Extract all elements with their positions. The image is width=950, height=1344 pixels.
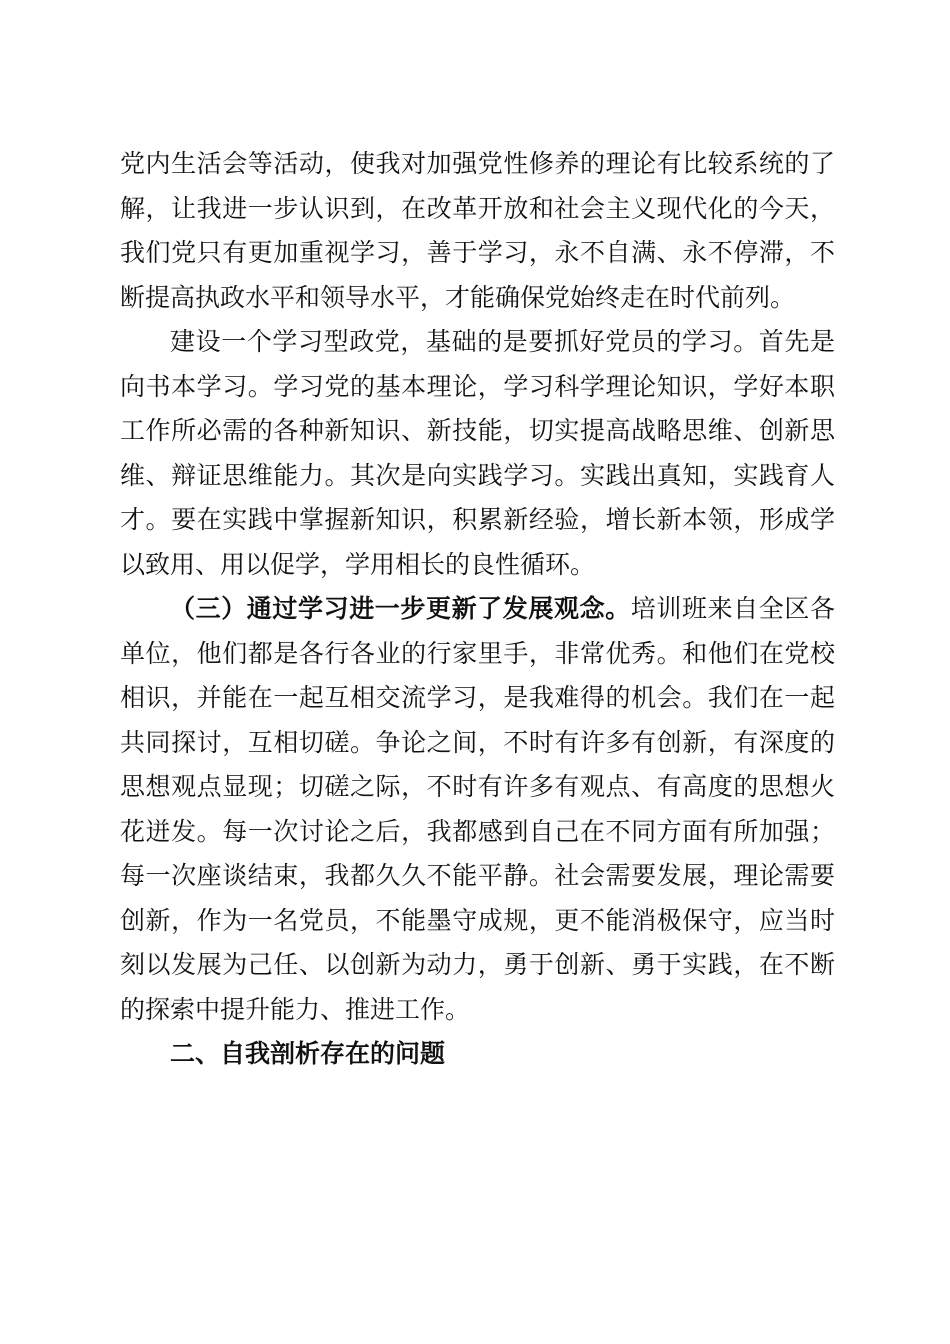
paragraph-continuation: 党内生活会等活动，使我对加强党性修养的理论有比较系统的了解，让我进一步认识到，在改革开放和社会主义现代化的今天，我们党只有更加重视学习，善于学习，永不自满、永不停滞，不断提高执政水平和领导水平，才能确保党始终走在时代前列。 (120, 149, 835, 312)
paragraph-development-concept (120, 587, 835, 1032)
paragraph-learning-party: 建设一个学习型政党，基础的是要抓好党员的学习。首先是向书本学习。学习党的基本理论，学习科学理论知识，学好本职工作所必需的各种新知识、新技能，切实提高战略思维、创新思维、辩证思维能力。其次是向实践学习。实践出真知，实践育人才。要在实践中掌握新知识，积累新经验，增长新本领，形成学以致用、用以促学，学用相长的良性循环。 (120, 327, 835, 579)
document-body (120, 142, 835, 1077)
section-heading: 二、自我剖析存在的问题 (170, 1039, 446, 1068)
paragraph-heading-three: （三）通过学习进一步更新了发展观念。 (170, 594, 631, 623)
paragraph-body-three: 培训班来自全区各单位，他们都是各行各业的行家里手，非常优秀。和他们在党校相识，并能在一起互相交流学习，是我难得的机会。我们在一起共同探讨，互相切磋。争论之间，不时有许多有创新，有深度的思想观点显现；切磋之际，不时有许多有观点、有高度的思想火花迸发。每一次讨论之后，我都感到自己在不同方面有所加强；每一次座谈结束，我都久久不能平静。社会需要发展，理论需要创新，作为一名党员，不能墨守成规，更不能消极保守，应当时刻以发展为己任、以创新为动力，勇于创新、勇于实践，在不断的探索中提升能力、推进工作。 (120, 594, 835, 1024)
